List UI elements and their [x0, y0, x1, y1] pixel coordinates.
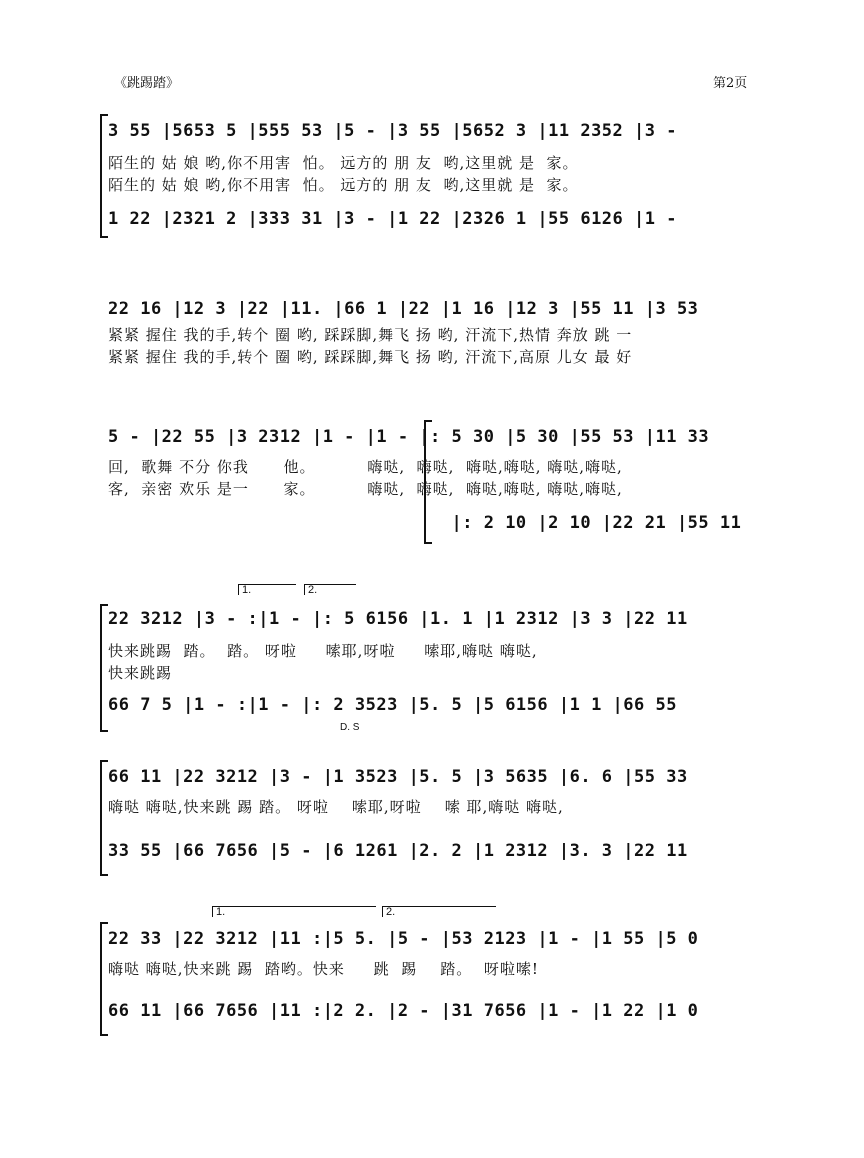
- melody-line: 22 3212 |3 - :|1 - |: 5 6156 |1. 1 |1 2312 |3 3 |22 11: [108, 609, 688, 629]
- harmony-line: 66 7 5 |1 - :|1 - |: 2 3523 |5. 5 |5 6156 |1 1 |66 55: [108, 695, 677, 715]
- harmony-line: |: 2 10 |2 10 |22 21 |55 11: [108, 513, 742, 533]
- lyric-line-1: 回, 歌舞 不分 你我 他。 嗨哒, 嗨哒, 嗨哒,嗨哒, 嗨哒,嗨哒,: [108, 458, 623, 476]
- system-bracket: [100, 114, 108, 238]
- system-bracket: [100, 604, 108, 732]
- lyric-line-2: 快来跳踢: [108, 664, 173, 682]
- harmony-line: 33 55 |66 7656 |5 - |6 1261 |2. 2 |1 2312 |3. 3 |22 11: [108, 841, 688, 861]
- lyric-line-1: 嗨哒 嗨哒,快来跳 踢 踏哟。快来 跳 踢 踏。 呀啦嗦!: [108, 960, 539, 978]
- melody-line: 3 55 |5653 5 |555 53 |5 - |3 55 |5652 3 |11 2352 |3 -: [108, 121, 677, 141]
- score-system-3: [108, 420, 756, 544]
- volta-1: 1.: [238, 584, 296, 595]
- volta-2: 2.: [382, 906, 496, 917]
- volta-1: 1.: [212, 906, 376, 917]
- lyric-line-1: 紧紧 握住 我的手,转个 圈 哟, 踩踩脚,舞飞 扬 哟, 汗流下,热情 奔放 跳 一: [108, 326, 633, 344]
- lyric-line-2: 客, 亲密 欢乐 是一 家。 嗨哒, 嗨哒, 嗨哒,嗨哒, 嗨哒,嗨哒,: [108, 480, 623, 498]
- melody-line: 22 33 |22 3212 |11 :|5 5. |5 - |53 2123 |1 - |1 55 |5 0: [108, 929, 699, 949]
- lyric-line-1: 快来跳踢 踏。 踏。 呀啦 嗦耶,呀啦 嗦耶,嗨哒 嗨哒,: [108, 642, 538, 660]
- score-system-2: [108, 296, 756, 376]
- melody-line: 22 16 |12 3 |22 |11. |66 1 |22 |1 16 |12 3 |55 11 |3 53: [108, 299, 699, 319]
- page-number: 第2页: [713, 76, 748, 91]
- system-bracket: [100, 922, 108, 1036]
- score-system-4: [108, 584, 756, 734]
- harmony-line: 1 22 |2321 2 |333 31 |3 - |1 22 |2326 1 |55 6126 |1 -: [108, 209, 677, 229]
- lyric-line-1: 嗨哒 嗨哒,快来跳 踢 踏。 呀啦 嗦耶,呀啦 嗦 耶,嗨哒 嗨哒,: [108, 798, 564, 816]
- lyric-line-2: 陌生的 姑 娘 哟,你不用害 怕。 远方的 朋 友 哟,这里就 是 家。: [108, 176, 579, 194]
- score-system-6: [108, 898, 756, 1038]
- score-system-1: [108, 114, 756, 238]
- document-title: 《跳踢踏》: [114, 76, 180, 91]
- melody-line: 66 11 |22 3212 |3 - |1 3523 |5. 5 |3 5635 |6. 6 |55 33: [108, 767, 688, 787]
- score-system-5: [108, 760, 756, 884]
- melody-line: 5 - |22 55 |3 2312 |1 - |1 - |: 5 30 |5 30 |55 53 |11 33: [108, 427, 710, 447]
- harmony-line: 66 11 |66 7656 |11 :|2 2. |2 - |31 7656 |1 - |1 22 |1 0: [108, 1001, 699, 1021]
- system-bracket: [100, 760, 108, 876]
- lyric-line-1: 陌生的 姑 娘 哟,你不用害 怕。 远方的 朋 友 哟,这里就 是 家。: [108, 154, 579, 172]
- lyric-line-2: 紧紧 握住 我的手,转个 圈 哟, 踩踩脚,舞飞 扬 哟, 汗流下,高原 儿女 最 好: [108, 348, 633, 366]
- ds-marking: D. S: [340, 722, 360, 733]
- volta-2: 2.: [304, 584, 356, 595]
